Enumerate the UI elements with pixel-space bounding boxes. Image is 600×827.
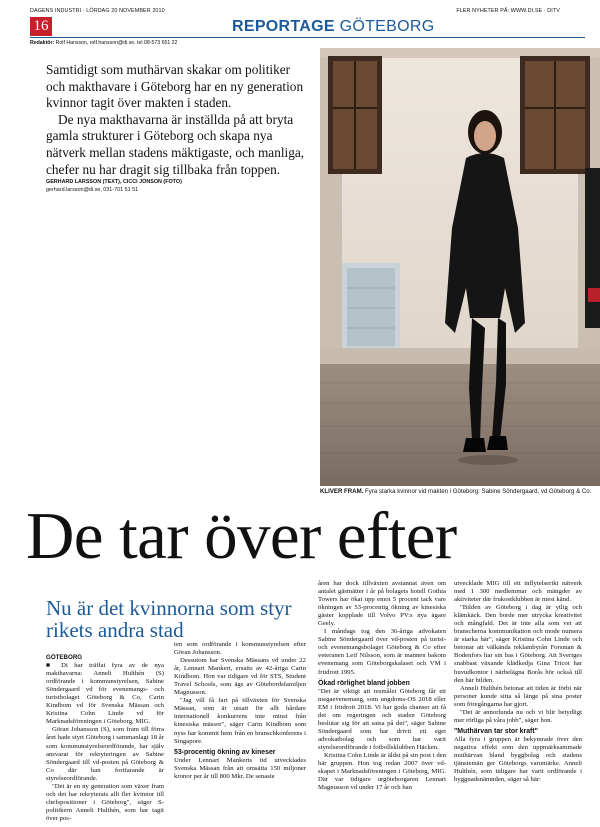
article-paragraph: ■ Di har träffat fyra av de nya makthavarna: Anneli Hulthén (S) ordförande i kommunstyrelsen, Sabine Söndergaard vd för evenemangs- och turistbolaget Göteborg & Co, Carin Kindbom vd för Svenska Mässan och Kristina Cohn Linde vd för Marknadsföreningen i Göteborg, MIG. (46, 662, 164, 726)
intro (46, 62, 311, 178)
subheading: 53-procentig ökning av kineser (174, 748, 276, 756)
byline: GERHARD LARSSON (TEXT), CICCI JONSON (FOTO) (46, 179, 182, 185)
article-paragraph: Göran Johansson (S), som fram till förra året hade styrt Göteborg i sammanlagt 18 år som kommunstyrelseordförande, har själv ansvarat för rekryteringen av Sabine Söndergaard till vd-posten på Göteborg & Co där han fortfarande är styrelseordförande. (46, 726, 164, 782)
article-paragraph: utvecklade MIG till ett inflytelserikt nätverk med 1 300 medlemmar och mängder av aktiviteter där frukostklubben är mest känd. (454, 580, 582, 604)
headline: De tar över efter (26, 499, 457, 573)
masthead (20, 0, 580, 14)
section-title (232, 18, 434, 36)
article-column-1 (46, 654, 164, 823)
subheading: Ökad rörlighet bland jobben (318, 679, 410, 687)
photo-caption (320, 488, 600, 495)
subheading: "Muthärvan tar stor kraft" (454, 727, 538, 735)
article-paragraph: Kristina Cohn Linde är äldst på sin post i den här gruppen. Hon tog redan 2007 över vd-skapet i Marknadsföreningen i Göteborg, MIG. Där var tidigare urgöteborgaren Lennart Magnusson vd under 17 år och han (318, 751, 446, 792)
editor-line (30, 40, 177, 46)
article-paragraph: "Det är viktigt att resmålet Göteborg får ett megaevenemang, som ungdoms-OS 2018 eller EM i friidrott 2018. Vi har goda chanser att få det om regeringen och staden Göteborg beslutar sig för att satsa på det", säger Sabine Söndergaard som har drivit ett eget advokatbolag och som har varit styrelseordförande i fotbollsklubben Häcken. (318, 687, 446, 751)
caption-text: Fyra starka kvinnor vid makten i Göteborg: Sabine Söndergaard, vd Göteborg & Co. (365, 488, 592, 495)
article-paragraph: "Det är en ny generation som växer fram och det har rekryterats allt fler kvinnor till chefspositioner i Göteborg", säger S-politikern Anneli Hulthén, som har tagit över pos- (46, 782, 164, 822)
article-paragraph: I måndags tog den 36-åriga advokaten Sabine Söndergaard över vd-posten på turist- och evenemangsbolaget Göteborg & Co efter veteranen Leif Nilsson, som är mannen bakom evenemang som Göteborgskalaset och VM i friidrott 1995. (318, 628, 446, 676)
section-rule (30, 37, 585, 38)
editor-label: Redaktör: (30, 40, 55, 46)
article-paragraph: "Det är annorlunda nu och vi blir betydligt mer rörliga på våra jobb", säger hon. (454, 708, 582, 724)
article-paragraph: Under Lennart Mankerts tid utvecklades Svenska Mässan från att omsätta 150 miljoner kronor per år till 800 Mkr. De senaste (174, 756, 306, 780)
editor-text: Rolf Hansson, rolf.hansson@di.se, tel 08-573 651 22 (55, 40, 178, 46)
dateline: GÖTEBORG (46, 654, 83, 661)
byline-contact: gerhard.larsson@di.se, 031-701 51 51 (46, 187, 139, 193)
main-photo (320, 48, 600, 486)
article-column-3 (318, 580, 446, 792)
caption-lead: KLIVER FRAM. (320, 488, 364, 495)
article-paragraph: Dessutom har Svenska Mässans vd under 22 år, Lennart Mankert, ersatts av 42-åriga Carin Kindbom. Hon var tidigare vd för STS, Student Travel Schools, som ägs av Götebordsfamiljen Magnusson. (174, 657, 306, 697)
article-paragraph: ten som ordförande i kommunstyrelsen efter Göran Johansson. (174, 641, 306, 657)
intro-paragraph: De nya makthavarna är inställda på att bryta gamla strukturer i Göteborg och skapa nya nätverk mellan stadens mäktigaste, och manliga, chefer nu har dragit sig tillbaka från toppen. (46, 111, 305, 177)
masthead-left: DAGENS INDUSTRI · LÖRDAG 20 NOVEMBER 2010 (30, 8, 165, 14)
article-paragraph: "Bilden av Göteborg i dag är ytlig och klämkäck. Den borde mer utrycka kreativitet och mångfald. Det är inte alla som vet att branscherna kommunikation och mode numera är starka här", säger Kristina Cohn Linde och betonar att välkända reklambyrån Forsman & Bodenfors har sin bas i Göteborg. Att Sveriges snabbast växande klädkedja Gina Tricot har huvudkontor i närbelägna Borås hör också till den här bilden. (454, 604, 582, 684)
section-title-plain: GÖTEBORG (339, 18, 435, 35)
masthead-right: FLER NYHETER PÅ: WWW.DI.SE · DITV (456, 8, 560, 14)
byline-block (46, 178, 182, 194)
article-paragraph: åren har dock tillväxten avstannat även om antalet gästnätter i år på bolagets hotell Gothia Towers har ökat upp emot 5 procent tack vare ökningen av 53-procentig ökning av kinesiska gäster kopplade till Volvo PV:s nya ägare Geely. (318, 580, 446, 628)
section-title-bold: REPORTAGE (232, 18, 335, 35)
article-paragraph: Alla fyra i gruppen är bekymrade över den negativa effekt som den uppmärksammade muthärvan bland byggbolag och stadens tjänstemän ger Göteborgs varumärke. Anneli Hulthén, som tidigare har varit ordförande i byggnadsnämnden, säger så här: (454, 735, 582, 784)
page-number: 16 (30, 17, 52, 36)
article-paragraph: "Jag vill få fart på tillväxten för Svenska Mässan, som är utsatt för allt hårdare internationell konkurrens inte minst från kinesiska mässor", säger Carin Kindbom som nyss har kommit hem från en branschkonferens i Singapore. (174, 697, 306, 745)
deck: Nu är det kvinnorna som styr rikets andra stad (46, 596, 292, 642)
photo-woman-walking (320, 48, 600, 486)
article-column-4 (454, 580, 582, 784)
intro-paragraph: Samtidigt som muthärvan skakar om politiker och makthavare i Göteborg har en ny generation kvinnor tagit över makten i staden. (46, 62, 304, 111)
article-paragraph: Anneli Hulthén betonar att tiden är förbi när personer kunde sitta så länge på sina poster som föregångarna har gjort. (454, 684, 582, 708)
article-column-2 (174, 641, 306, 781)
